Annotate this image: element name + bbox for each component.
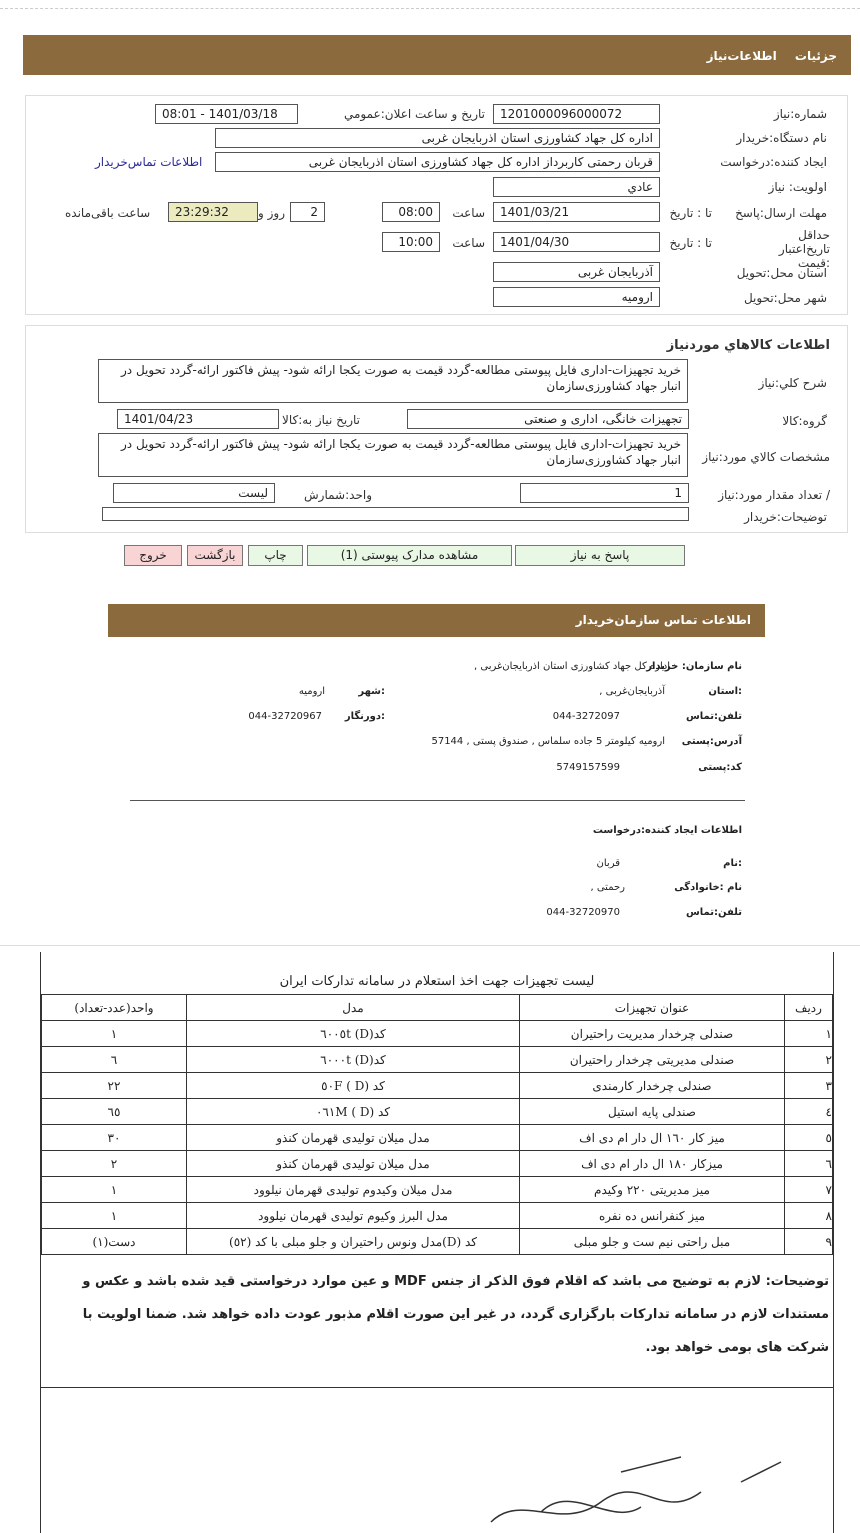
contact-header: اطلاعات تماس سازمان‌خریدار <box>108 604 765 637</box>
buyer-contact-link[interactable]: اطلاعات تماس‌خریدار <box>95 155 203 169</box>
doc-title: لیست تجهیزات جهت اخذ استعلام در سامانه تدارکات ایران <box>279 974 595 989</box>
equipment-title: میز کار ١٦٠ ال دار ام دی اف <box>520 1125 785 1151</box>
row-number: ٣ <box>785 1073 833 1099</box>
validity-label: حداقل تاریخ‌اعتبار :قیمت <box>778 228 830 270</box>
divider <box>130 800 745 801</box>
doc-note: توضیحات: لازم به توضیح می باشد که اقلام فوق الذکر از جنس MDF و عین موارد درخواستی قید شده باشد و عکس و مستندات لازم در سامانه تدارکات بارگزاری گردد، در غیر این صورت اقلام مذبور عودت داده خواهد شد. ضمنا اولویت با شرکت های بومی خواهد بود. <box>82 1274 829 1355</box>
col-unit: واحد(عدد-تعداد) <box>42 995 187 1021</box>
equipment-model: مدل میلان تولیدی قهرمان کنذو <box>187 1151 520 1177</box>
row-number: ١ <box>785 1021 833 1047</box>
need-number: 1201000096000072 <box>493 104 660 124</box>
equipment-qty: ٣٠ <box>42 1125 187 1151</box>
page-bottom-border <box>0 945 860 946</box>
table-row <box>42 1177 833 1203</box>
org-value: اداره کل جهاد کشاورزی استان اذربایجان‌غربی , <box>474 661 670 672</box>
equipment-qty: ١ <box>42 1203 187 1229</box>
row-number: ٦ <box>785 1151 833 1177</box>
col-title: عنوان تجهیزات <box>520 995 785 1021</box>
time-label: ساعت <box>452 206 485 220</box>
row-number: ٢ <box>785 1047 833 1073</box>
province-label-c: :استان <box>708 686 742 697</box>
equipment-title: صندلی چرخدار کارمندی <box>520 1073 785 1099</box>
unit-value: لیست <box>113 483 275 503</box>
table-row <box>42 1021 833 1047</box>
equipment-qty: ٦ <box>42 1047 187 1073</box>
tab-details[interactable]: جزئیات <box>794 49 837 63</box>
days-remaining: 2 <box>290 202 325 222</box>
equipment-title: مبل راحتی نیم ست و جلو مبلی <box>520 1229 785 1255</box>
address-label: آدرس:پستی <box>681 736 742 747</box>
phone-value: 044-3272097 <box>552 711 620 722</box>
fax-value: 044-32720967 <box>248 711 322 722</box>
reply-button[interactable]: پاسخ به نیاز <box>515 545 685 566</box>
validity-date: 1401/04/30 <box>493 232 660 252</box>
announce-datetime: 1401/03/18 - 08:01 <box>155 104 298 124</box>
equipment-qty: ٢ <box>42 1151 187 1177</box>
announce-label: تاریخ و ساعت اعلان:عمومي <box>343 107 485 121</box>
fax-label: :دورنگار <box>344 711 385 722</box>
equipment-qty: ٢٢ <box>42 1073 187 1099</box>
creator-phone-value: 044-32720970 <box>546 907 620 918</box>
buyer-notes <box>102 507 689 521</box>
need-date-label: تاریخ نیاز به:کالا <box>282 413 360 427</box>
table-row <box>42 1073 833 1099</box>
desc-label: شرح کلي:نیاز <box>758 376 827 390</box>
equipment-model: کد (D ) ٠٦١M <box>187 1099 520 1125</box>
table-row <box>42 1099 833 1125</box>
table-row <box>42 1229 833 1255</box>
creator-info-title: اطلاعات ایجاد کننده:درخواست <box>592 825 742 836</box>
equipment-model: مدل میلان تولیدی قهرمان کنذو <box>187 1125 520 1151</box>
delivery-city: ارومیه <box>493 287 660 307</box>
postal-label: کد:پستی <box>698 762 742 773</box>
table-row <box>42 1047 833 1073</box>
buyer-notes-label: توضیحات:خریدار <box>744 510 827 524</box>
qty-label: / تعداد مقدار مورد:نیاز <box>718 488 830 502</box>
buyer-name: اداره کل جهاد کشاورزی استان اذربایجان غربی <box>215 128 660 148</box>
signature <box>441 1452 821 1533</box>
creator-name: قربان رحمتی کاربرداز اداره کل جهاد کشاورزی استان اذربایجان غربی <box>215 152 660 172</box>
name-value: قربان <box>596 858 620 869</box>
equipment-model: کد(D) ٦٠٠٠t <box>187 1047 520 1073</box>
equipment-qty: ١ <box>42 1021 187 1047</box>
row-number: ٨ <box>785 1203 833 1229</box>
equipment-qty: ٦٥ <box>42 1099 187 1125</box>
attachments-button[interactable]: مشاهده مدارک پیوستی (1) <box>307 545 512 566</box>
general-description: خرید تجهیزات-اداری فایل پیوستی مطالعه-گردد قیمت به صورت یکجا ارائه شود- پیش فاکتور ارائه-گردد تحویل در انبار جهاد کشاورزی‌سازمان <box>98 359 688 403</box>
need-date: 1401/04/23 <box>117 409 279 429</box>
remaining-label: ساعت باقی‌مانده <box>65 206 151 220</box>
print-button[interactable]: چاپ <box>248 545 303 566</box>
equipment-model: مدل البرز وکیوم تولیدی قهرمان نیلوود <box>187 1203 520 1229</box>
phone-label: تلفن:تماس <box>685 711 742 722</box>
buyer-label: نام دستگاه:خریدار <box>736 131 827 145</box>
note-border <box>41 1387 833 1388</box>
deadline-time: 08:00 <box>382 202 440 222</box>
header-bar <box>23 35 851 75</box>
table-header <box>42 995 833 1021</box>
attached-document <box>40 952 834 1533</box>
row-number: ٧ <box>785 1177 833 1203</box>
equipment-model: کد(D) ٦٠٠٥t <box>187 1021 520 1047</box>
equipment-title: میز کنفرانس ده نفره <box>520 1203 785 1229</box>
equipment-qty: دست(١) <box>42 1229 187 1255</box>
spec-label: مشخصات کالاي مورد:نیاز <box>702 450 830 464</box>
name-label: :نام <box>723 858 742 869</box>
to-date-label-2: تا : تاریخ <box>669 236 712 250</box>
row-number: ٥ <box>785 1125 833 1151</box>
equipment-title: میز مدیریتی ٢٢٠ وکیدم <box>520 1177 785 1203</box>
unit-label: واحد:شمارش <box>304 488 372 502</box>
city-value-c: ارومیه <box>298 686 325 697</box>
table-row <box>42 1203 833 1229</box>
equipment-title: میزکار ١٨٠ ال دار ام دی اف <box>520 1151 785 1177</box>
table-row <box>42 1125 833 1151</box>
family-value: رحمتی , <box>590 882 625 893</box>
city-label-c: :شهر <box>358 686 385 697</box>
province-value-c: آذربایجان‌غربی , <box>599 686 665 697</box>
equipment-title: صندلی چرخدار مدیریت راحتیران <box>520 1021 785 1047</box>
to-date-label: تا : تاریخ <box>669 206 712 220</box>
org-label: نام سازمان: خریدار <box>646 661 742 672</box>
delivery-province: آذربایجان غربی <box>493 262 660 282</box>
equipment-title: صندلی مدیریتی چرخدار راحتیران <box>520 1047 785 1073</box>
creator-phone-label: تلفن:تماس <box>685 907 742 918</box>
remaining-time: 23:29:32 <box>168 202 258 222</box>
col-row: ردیف <box>785 995 833 1021</box>
city-label: شهر محل:تحویل <box>743 291 827 305</box>
address-value: ارومیه کیلومتر 5 جاده سلماس , صندوق پستی , 57144 <box>431 736 665 747</box>
priority-value: عادي <box>493 177 660 197</box>
tab-need-info[interactable]: اطلاعات‌نیاز <box>706 49 777 63</box>
group-label: گروه:کالا <box>782 414 827 428</box>
creator-label: ایجاد کننده:درخواست <box>720 155 827 169</box>
deadline-label: مهلت ارسال:پاسخ <box>735 206 827 220</box>
validity-time: 10:00 <box>382 232 440 252</box>
equipment-model: مدل میلان وکیدوم تولیدی قهرمان نیلوود <box>187 1177 520 1203</box>
top-divider <box>0 8 860 9</box>
back-button[interactable]: بازگشت <box>187 545 243 566</box>
table-row <box>42 1151 833 1177</box>
time-label-2: ساعت <box>452 236 485 250</box>
priority-label: اولویت: نیاز <box>768 180 827 194</box>
equipment-model: کد (D ) ٥٠F <box>187 1073 520 1099</box>
days-label: روز و <box>258 206 285 220</box>
quantity: 1 <box>520 483 689 503</box>
col-model: مدل <box>187 995 520 1021</box>
exit-button[interactable]: خروج <box>124 545 182 566</box>
equipment-table <box>41 994 833 1255</box>
family-label: نام :خانوادگی <box>674 882 742 893</box>
postal-value: 5749157599 <box>556 762 620 773</box>
equipment-model: کد (D)مدل ونوس راحتیران و جلو مبلی با کد (٥٢) <box>187 1229 520 1255</box>
row-number: ٩ <box>785 1229 833 1255</box>
number-label: شماره:نیاز <box>773 107 827 121</box>
goods-title: اطلاعات کالاهاي موردنیاز <box>666 338 830 353</box>
deadline-date: 1401/03/21 <box>493 202 660 222</box>
equipment-qty: ١ <box>42 1177 187 1203</box>
row-number: ٤ <box>785 1099 833 1125</box>
goods-group: تجهیزات خانگی، اداری و صنعتی <box>407 409 689 429</box>
province-label: استان محل:تحویل <box>736 266 827 280</box>
equipment-title: صندلی پایه استیل <box>520 1099 785 1125</box>
goods-spec: خرید تجهیزات-اداری فایل پیوستی مطالعه-گردد قیمت به صورت یکجا ارائه شود- پیش فاکتور ارائه-گردد تحویل در انبار جهاد کشاورزی‌سازمان <box>98 433 688 477</box>
